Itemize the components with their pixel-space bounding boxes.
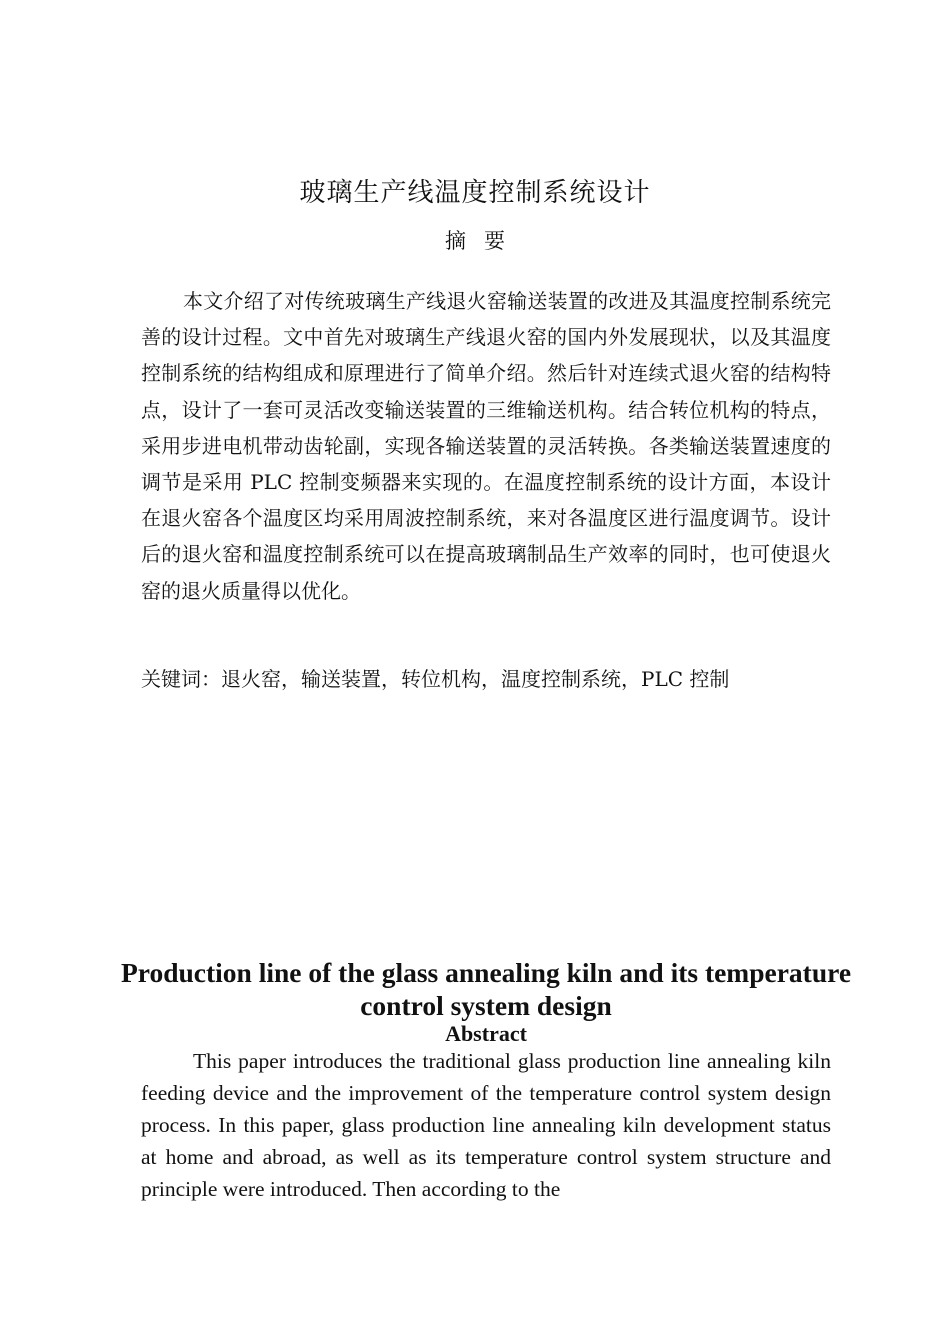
chinese-keywords-value: 退火窑，输送装置，转位机构，温度控制系统，PLC 控制 xyxy=(221,667,730,691)
chinese-title: 玻璃生产线温度控制系统设计 xyxy=(299,178,651,208)
english-abstract-body: This paper introduces the traditional glass production line annealing kiln feeding device and the improvement of the temperature control system design process. In this paper, glass production line annealing kiln development status at home and abroad, as well as its temperature control system structure and principle were introduced. Then according to the xyxy=(141,1049,831,1201)
chinese-keywords xyxy=(141,661,831,697)
chinese-keywords-label: 关键词： xyxy=(141,667,221,691)
chinese-abstract-body: 本文介绍了对传统玻璃生产线退火窑输送装置的改进及其温度控制系统完善的设计过程。文中首先对玻璃生产线退火窑的国内外发展现状，以及其温度控制系统的结构组成和原理进行了简单介绍。然后针对连续式退火窑的结构特点，设计了一套可灵活改变输送装置的三维输送机构。结合转位机构的特点，采用步进电机带动齿轮副，实现各输送装置的灵活转换。各类输送装置速度的调节是采用 PLC 控制变频器来实现的。在温度控制系统的设计方面，本设计在退火窑各个温度区均采用周波控制系统，来对各温度区进行温度调节。设计后的退火窑和温度控制系统可以在提高玻璃制品生产效率的同时，也可使退火窑的退火质量得以优化。 xyxy=(141,289,831,603)
english-abstract-heading: Abstract xyxy=(445,1021,527,1046)
chinese-abstract-heading: 摘要 xyxy=(445,229,523,253)
english-title: Production line of the glass annealing kiln and its temperature control system design xyxy=(120,957,852,1021)
